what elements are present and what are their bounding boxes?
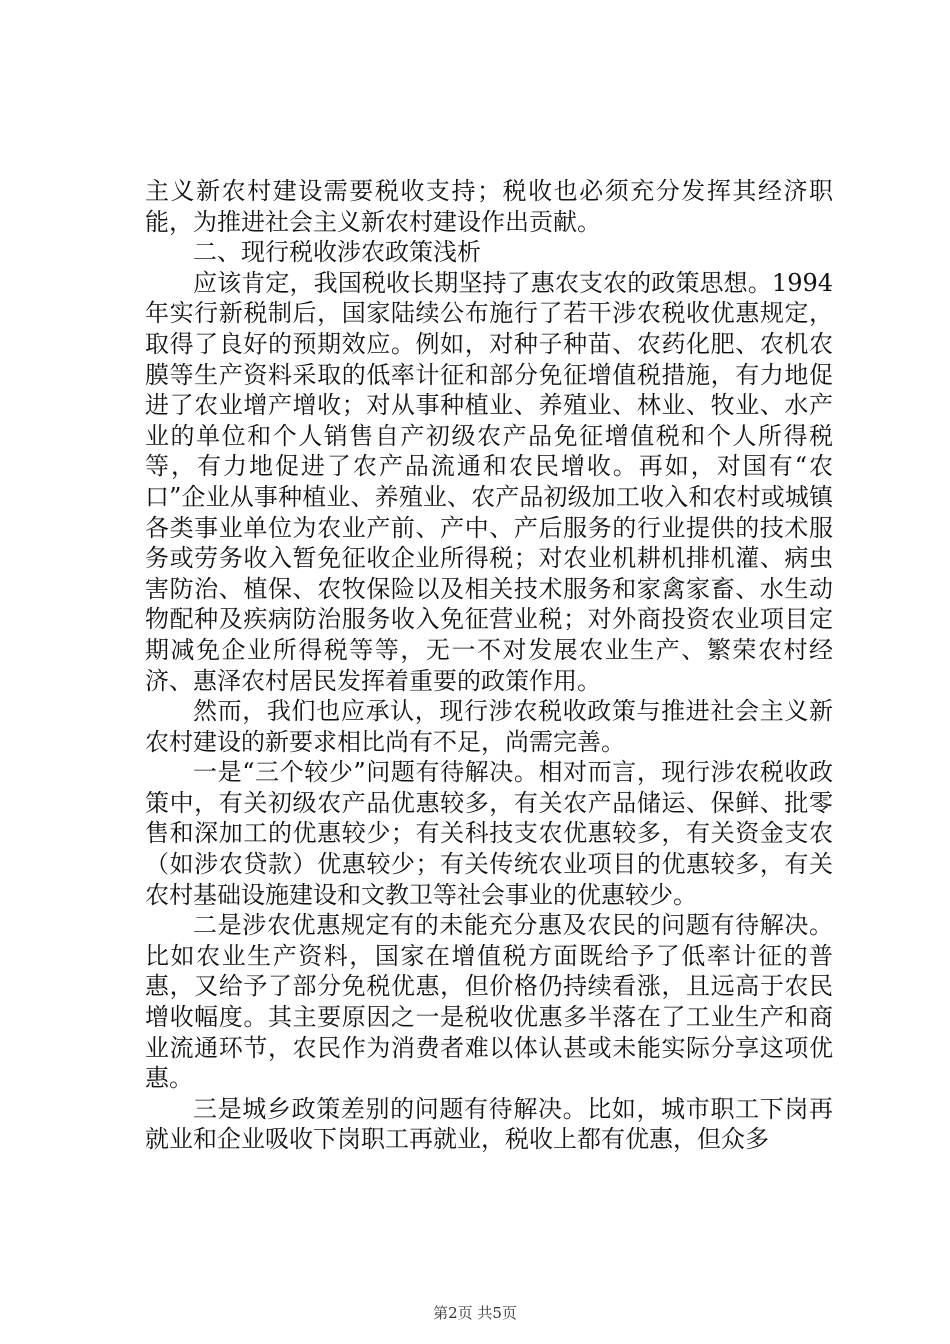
paragraph-continuation: 主义新农村建设需要税收支持；税收也必须充分发挥其经济职能，为推进社会主义新农村建设作出贡献。 [145, 177, 833, 236]
section-heading: 二、现行税收涉农政策浅析 [193, 238, 481, 267]
paragraph: 一是“三个较少”问题有待解决。相对而言，现行涉农税收政策中，有关初级农产品优惠较多，有关农产品储运、保鲜、批零售和深加工的优惠较少；有关科技支农优惠较多，有关资金支农（如涉农贷款）优惠较少；有关传统农业项目的优惠较多，有关农村基础设施建设和文教卫等社会事业的优惠较少。 [145, 758, 833, 909]
paragraph: 二是涉农优惠规定有的未能充分惠及农民的问题有待解决。比如农业生产资料，国家在增值税方面既给予了低率计征的普惠，又给予了部分免税优惠，但价格仍持续看涨，且远高于农民增收幅度。其主要原因之一是税收优惠多半落在了工业生产和商业流通环节，农民作为消费者难以体认甚或未能实际分享这项优惠。 [145, 911, 833, 1093]
document-body [145, 176, 833, 1155]
paragraph: 应该肯定，我国税收长期坚持了惠农支农的政策思想。1994年实行新税制后，国家陆续公布施行了若干涉农税收优惠规定，取得了良好的预期效应。例如，对种子种苗、农药化肥、农机农膜等生产资料采取的低率计征和部分免征增值税措施，有力地促进了农业增产增收；对从事种植业、养殖业、林业、牧业、水产业的单位和个人销售自产初级农产品免征增值税和个人所得税等，有力地促进了农产品流通和农民增收。再如，对国有“农口”企业从事种植业、养殖业、农产品初级加工收入和农村或城镇各类事业单位为农业产前、产中、产后服务的行业提供的技术服务或劳务收入暂免征收企业所得税；对农业机耕机排机灌、病虫害防治、植保、农牧保险以及相关技术服务和家禽家畜、水生动物配种及疾病防治服务收入免征营业税；对外商投资农业项目定期减免企业所得税等等，无一不对发展农业生产、繁荣农村经济、惠泽农村居民发挥着重要的政策作用。 [145, 268, 833, 695]
paragraph: 三是城乡政策差别的问题有待解决。比如，城市职工下岗再就业和企业吸收下岗职工再就业，税收上都有优惠，但众多 [145, 1094, 833, 1154]
paragraph: 然而，我们也应承认，现行涉农税收政策与推进社会主义新农村建设的新要求相比尚有不足，尚需完善。 [145, 697, 833, 756]
page-footer: 第2页 共5页 [433, 1304, 517, 1322]
